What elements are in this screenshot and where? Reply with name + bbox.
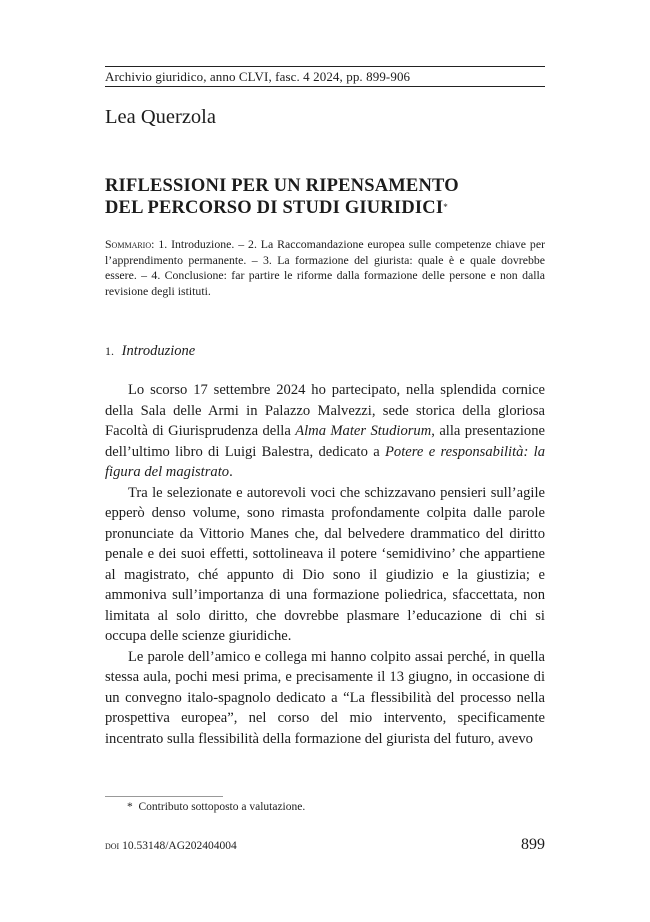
title-footnote-marker[interactable]: *	[443, 202, 448, 212]
header-bottom-rule	[105, 86, 545, 87]
journal-citation: Archivio giuridico, anno CLVI, fasc. 4 2024, pp. 899-906	[105, 69, 411, 84]
title-line-1: RIFLESSIONI PER UN RIPENSAMENTO	[105, 176, 459, 196]
paragraph-1	[105, 380, 545, 483]
section-title: Introduzione	[121, 343, 196, 359]
summary-text: 1. Introduzione. – 2. La Raccomandazione europea sulle competenze chiave per l’apprendimento permanente. – 3. La formazione del giurista: quale è e quale dovrebbe essere. – 4. Conclusione: far partire le riforme dalla formazione delle persone e non dalla revisione degli istituti.	[105, 237, 545, 298]
summary-block	[105, 237, 545, 299]
title-line-2	[105, 197, 545, 219]
article-title	[105, 175, 545, 219]
body-text	[105, 380, 545, 749]
paragraph-2: Tra le selezionate e autorevoli voci che schizzavano pensieri sull’agile epperò denso volume, sono rimasta profondamente colpita dalle parole pronunciate da Vittorio Manes che, dal belvedere drammatico del diritto penale e dei suoi effetti, sottolineava il potere ‘semidivino’ che appartiene al magistrato, ché appunto di Dio sono il giudizio e la giustizia; e ammoniva sull’importanza di una formazione poliedrica, sfaccettata, non limitata al solo diritto, che dovrebbe plasmare l’educazione di chi si occupa delle scienze giuridiche.	[105, 484, 545, 644]
doi-line	[105, 840, 545, 852]
section-heading	[105, 343, 545, 360]
header-top-rule	[105, 66, 545, 67]
author-name: Lea Querzola	[105, 106, 216, 128]
doi-label: doi	[105, 840, 120, 852]
doi-value[interactable]: 10.53148/AG202404004	[122, 840, 237, 852]
page-number: 899	[521, 836, 545, 853]
paragraph-1-text-a: Lo scorso 17 settembre 2024 ho partecipato, nella splendida cornice della Sala delle Armi in Palazzo Malvezzi, sede storica della gloriosa Facoltà di Giurisprudenza della	[105, 382, 545, 439]
footnote-marker: *	[127, 801, 133, 813]
footnote-divider	[105, 796, 223, 797]
paragraph-3: Le parole dell’amico e collega mi hanno colpito assai perché, in quella stessa aula, pochi mesi prima, e precisamente il 13 giugno, in occasione di un convegno italo-spagnolo dedicato a “La flessibilità del processo nella prospettiva europea”, nel corso del mio intervento, specificamente incentrato sulla flessibilità della formazione del giurista del futuro, avevo	[105, 648, 545, 747]
summary-label: Sommario:	[105, 237, 155, 251]
paragraph-1-text-c: , alla presentazione dell’ultimo libro di Luigi Balestra, dedicato a	[105, 423, 545, 460]
title-line-2-text: DEL PERCORSO DI STUDI GIURIDICI	[105, 198, 444, 218]
footnote	[105, 801, 545, 813]
section-number: 1.	[105, 344, 114, 358]
book-title-italic: Potere e responsabilità: la figura del magistrato	[105, 443, 546, 480]
paragraph-1-text-e: .	[229, 464, 233, 480]
footnote-text: Contributo sottoposto a valutazione.	[138, 801, 306, 813]
alma-mater-italic: Alma Mater Studiorum	[295, 423, 432, 439]
